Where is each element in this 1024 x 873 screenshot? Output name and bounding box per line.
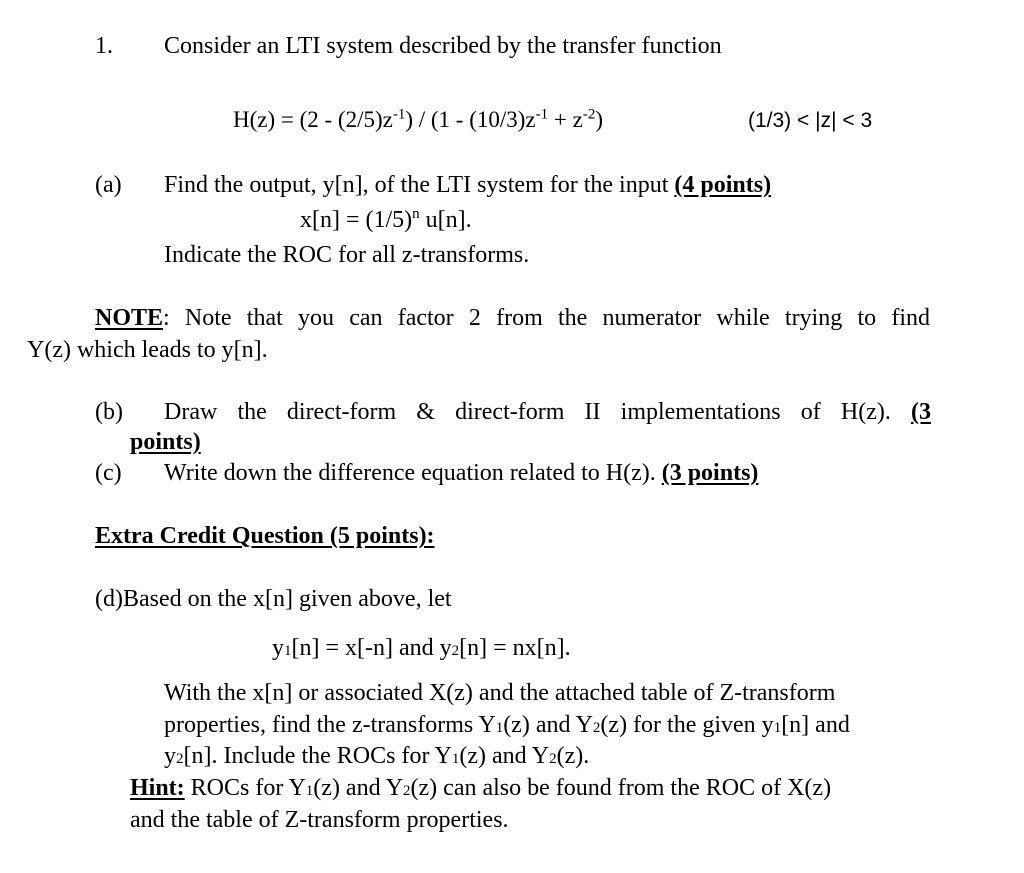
question-number: 1. (95, 33, 113, 59)
note-line-2: Y(z) which leads to y[n]. (27, 337, 268, 363)
input-signal-equation: $x[n] = (1/5)^n$ u[n]. (300, 206, 472, 233)
note-line-1: NOTE: Note that you can factor 2 from the numerator while trying to find (95, 305, 930, 331)
part-a-points: (4 points) (674, 172, 772, 198)
question-intro: Consider an LTI system described by the transfer function (164, 33, 722, 59)
transfer-function-equation: $H(z) = (2 - (2/5)z^{-1}) / (1 - (10/3)z^{-1} + z^{-2})$ (233, 106, 603, 132)
part-d-equations: y1[n] = x[-n] and y2[n] = nx[n]. (272, 635, 571, 661)
part-b-points: points) (130, 429, 201, 455)
extra-credit-heading: Extra Credit Question (5 points): (95, 523, 435, 549)
part-b-label: (b) (95, 399, 123, 425)
hint-line-1: Hint: ROCs for Y1(z) and Y2(z) can also be found from the ROC of X(z) (130, 775, 832, 801)
part-c-text: Write down the difference equation related to H(z). (3 points) (164, 460, 759, 486)
part-d-paragraph-line-1: With the x[n] or associated X(z) and the attached table of Z-transform (164, 680, 836, 706)
part-a-roc-note: Indicate the ROC for all z-transforms. (164, 242, 530, 268)
hint-line-2: and the table of Z-transform properties. (130, 807, 509, 833)
note-label: NOTE (95, 305, 164, 331)
part-c-points: (3 points) (661, 460, 759, 486)
part-b-text: Draw the direct-form & direct-form II implementations of H(z). (3 (164, 399, 931, 425)
part-a-label: (a) (95, 172, 122, 198)
roc-condition: (1/3) < |z| < 3 (748, 109, 873, 132)
part-d-paragraph-line-3: y2[n]. Include the ROCs for Y1(z) and Y2(z). (164, 743, 590, 769)
part-d-intro: (d)Based on the x[n] given above, let (95, 586, 452, 612)
part-c-label: (c) (95, 460, 122, 486)
part-d-paragraph-line-2: properties, find the z-transforms Y1(z) and Y2(z) for the given y1[n] and (164, 712, 850, 738)
part-a-text: Find the output, y[n], of the LTI system for the input (4 points) (164, 172, 772, 198)
hint-label: Hint: (130, 775, 185, 801)
